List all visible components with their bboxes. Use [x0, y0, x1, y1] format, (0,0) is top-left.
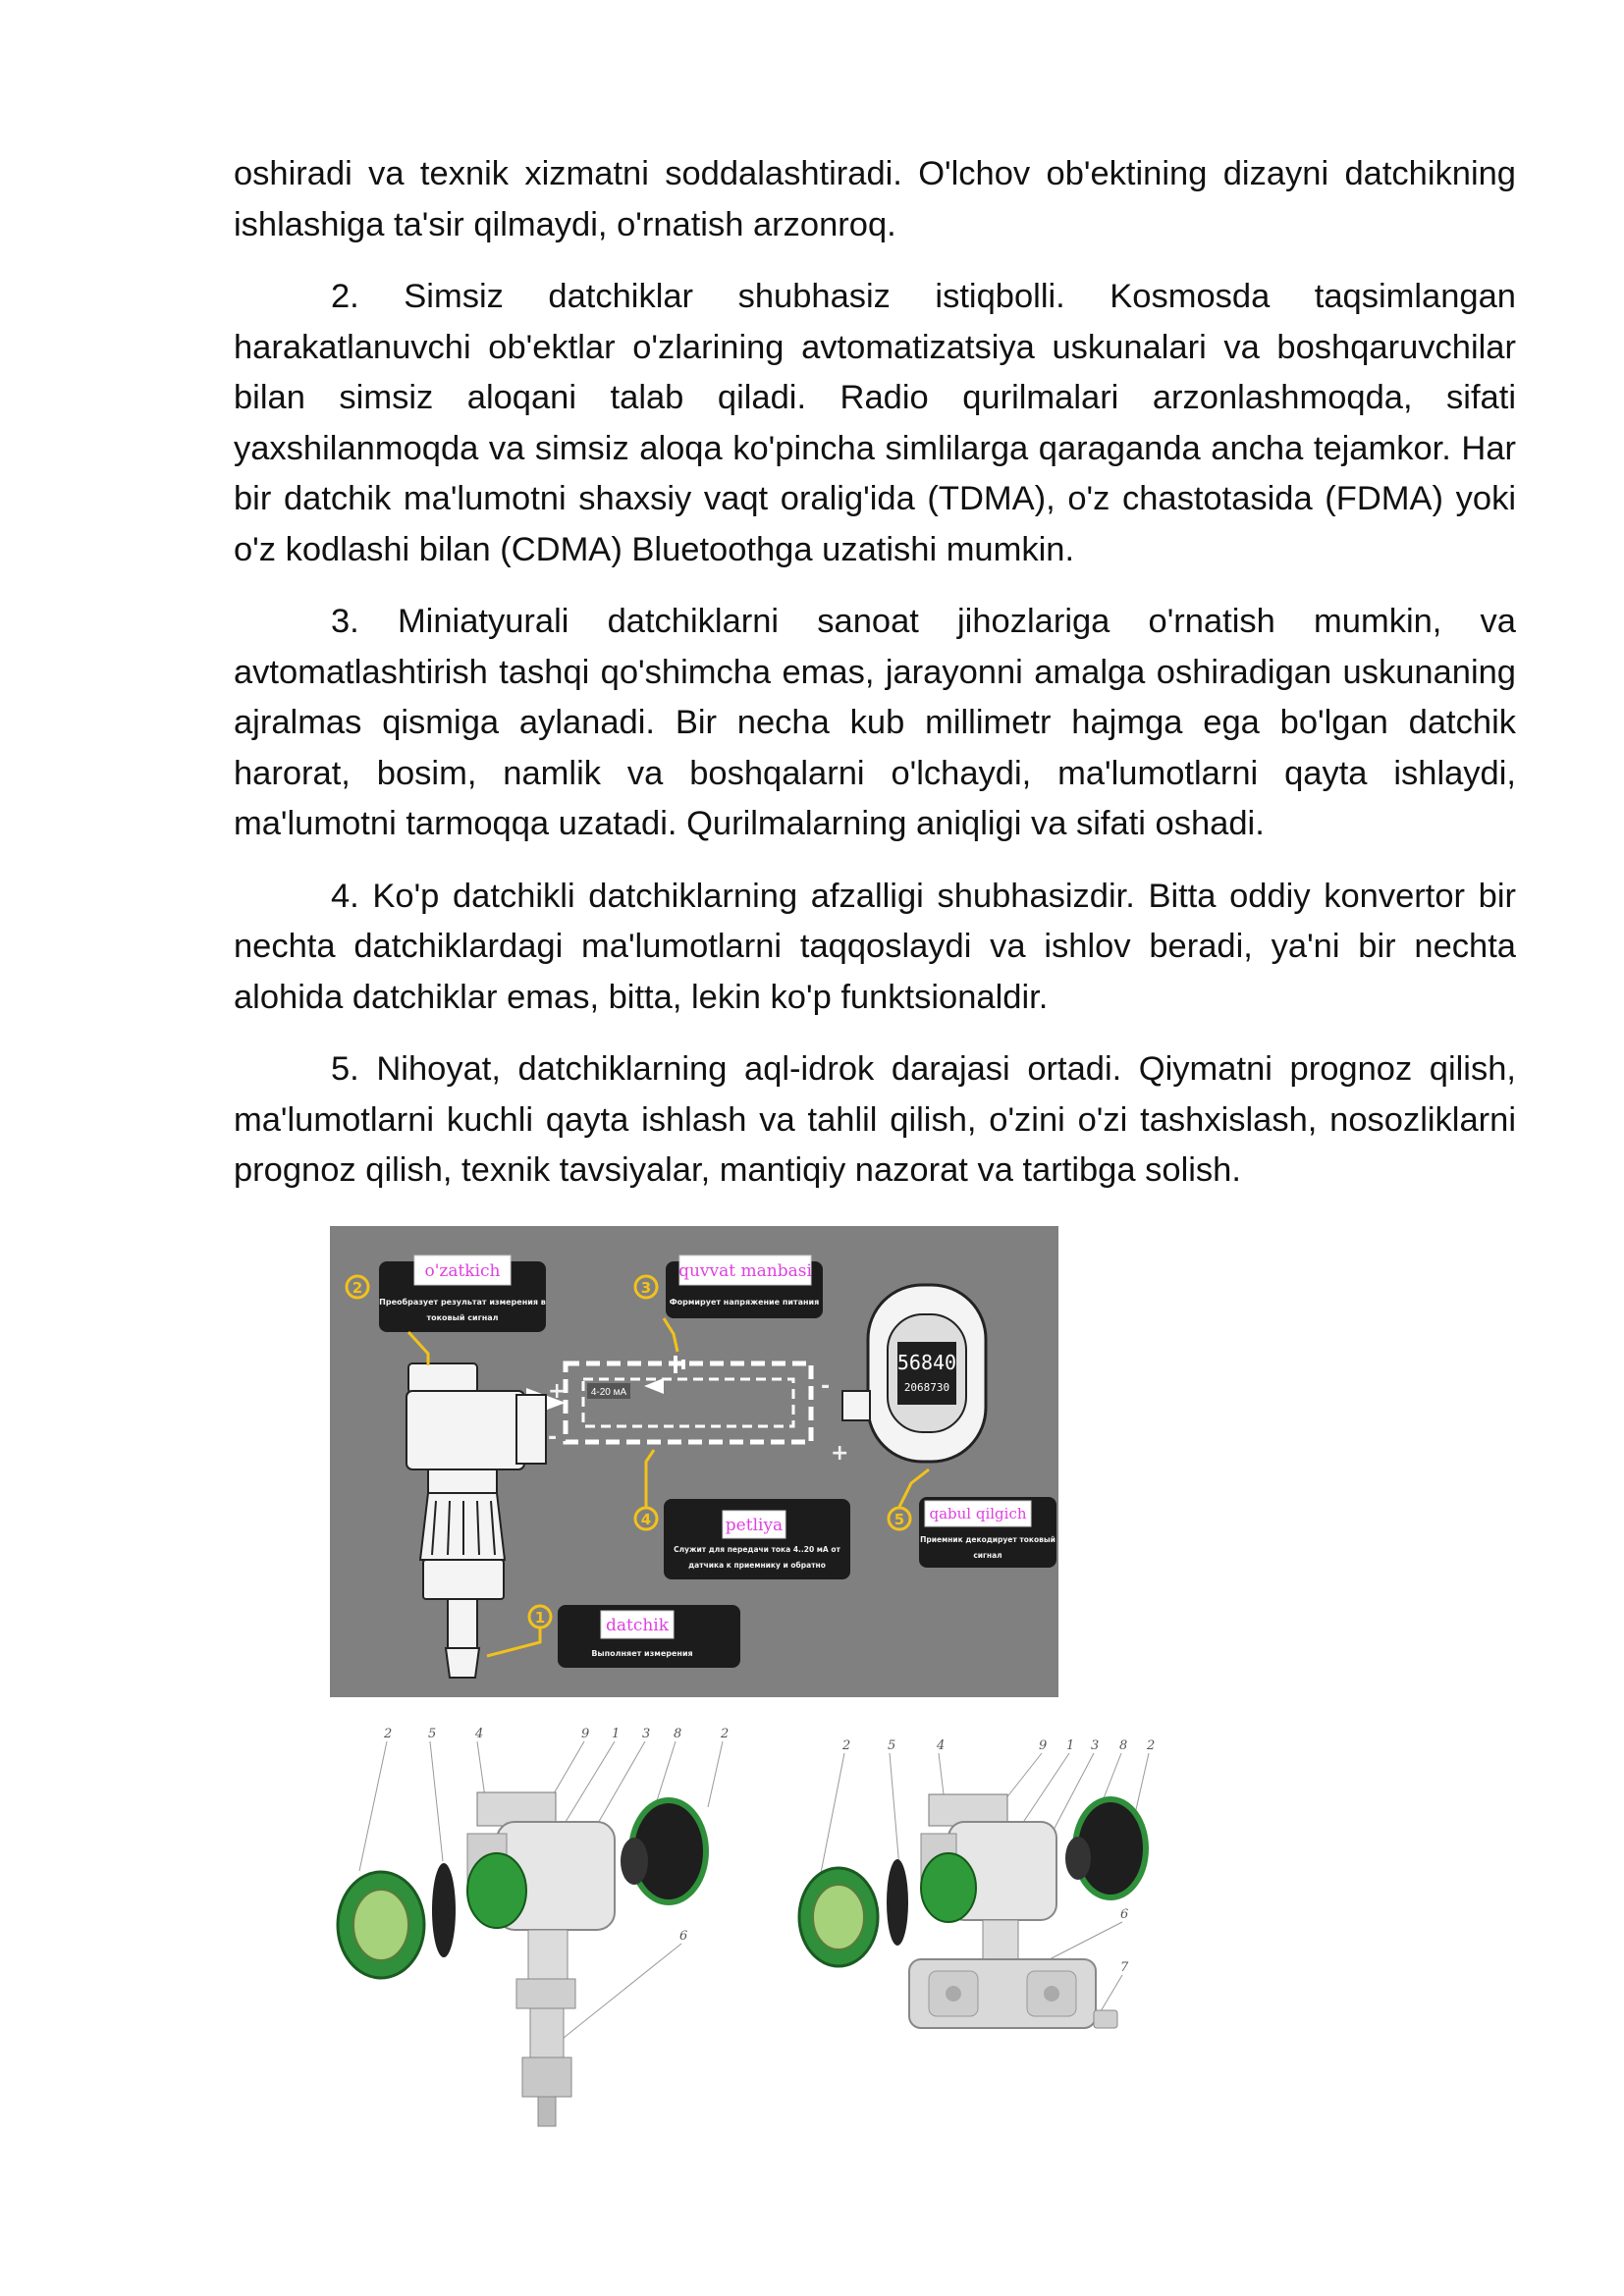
paragraph-1: oshiradi va texnik xizmatni soddalashtiradi. O'lchov ob'ektining dizayni datchikning ishlashiga ta'sir qilmaydi, o'rnatish arzonroq.	[234, 155, 1516, 243]
paragraph-3: 3. Miniatyurali datchiklarni sanoat jihozlariga o'rnatish mumkin, va avtomatlashtirish tashqi qo'shimcha emas, jarayonni amalga oshiradigan uskunaning ajralmas qismiga aylanadi. Bir necha kub millimetr hajmga ega bo'lgan datchik harorat, bosim, namlik va boshqalarni o'lchaydi, ma'lumotlarni qayta ishlaydi, ma'lumotni tarmoqqa uzatadi. Qurilmalarning aniqligi va sifati oshadi.	[234, 603, 1516, 842]
part-number: 8	[1119, 1738, 1128, 1753]
part-number: 7	[1120, 1960, 1129, 1975]
paragraph-4: 4. Ko'p datchikli datchiklarning afzalligi shubhasizdir. Bitta oddiy konvertor bir nechta datchiklardagi ma'lumotlarni taqqoslaydi va ishlov beradi, ya'ni bir nechta alohida datchiklar emas, bitta, lekin ko'p funktsionaldir.	[234, 877, 1516, 1016]
part-number: 9	[1039, 1738, 1048, 1753]
exploded-view-left	[338, 1727, 729, 2126]
callout-desc-2: датчика к приемнику и обратно	[688, 1561, 826, 1570]
plus-sign-1: +	[548, 1379, 567, 1404]
callout-label: datchik	[605, 1616, 670, 1635]
part-number: 2	[721, 1727, 730, 1741]
callout-number: 4	[640, 1511, 652, 1528]
part-number: 3	[642, 1727, 651, 1741]
part-number: 6	[679, 1929, 688, 1944]
callout-desc: Формирует напряжение питания	[669, 1298, 820, 1307]
transmitter-exploded-views	[320, 1714, 1243, 2136]
part-number: 1	[1066, 1738, 1075, 1753]
callout-desc: Служит для передачи тока 4..20 мА от	[674, 1545, 840, 1554]
callout-number: 3	[640, 1279, 652, 1297]
part-number: 2	[384, 1727, 393, 1741]
minus-sign-2: -	[821, 1374, 831, 1399]
callout-number: 5	[893, 1511, 905, 1528]
display-line-2: 2068730	[903, 1381, 950, 1394]
callout-label: qabul qilgich	[929, 1505, 1027, 1522]
part-number: 5	[888, 1738, 896, 1753]
callout-number: 1	[534, 1609, 546, 1627]
part-number: 1	[612, 1727, 621, 1741]
exploded-view-right	[799, 1738, 1155, 2028]
part-number: 4	[475, 1727, 484, 1741]
loop-label: 4-20 мА	[590, 1387, 627, 1398]
part-number: 4	[937, 1738, 946, 1753]
part-number: 6	[1120, 1907, 1129, 1922]
callout-label: petliya	[725, 1516, 784, 1535]
callout-desc: Выполняет измерения	[591, 1649, 693, 1658]
part-number: 8	[674, 1727, 682, 1741]
loop-outer	[566, 1363, 811, 1442]
body-text	[234, 149, 1516, 1218]
callout-loop	[635, 1450, 850, 1579]
callout-desc: Приемник декодирует токовый	[920, 1535, 1056, 1544]
callout-desc: Преобразует результат измерения в	[379, 1298, 546, 1307]
part-number: 2	[842, 1738, 851, 1753]
callout-receiver	[889, 1469, 1056, 1568]
plus-sign-2: +	[831, 1441, 849, 1466]
part-number: 2	[1147, 1738, 1156, 1753]
callout-label: quvvat manbasi	[678, 1261, 812, 1281]
transmitter-drawing	[406, 1363, 546, 1678]
callout-power-source	[635, 1255, 823, 1352]
paragraph-5: 5. Nihoyat, datchiklarning aql-idrok darajasi ortadi. Qiymatni prognoz qilish, ma'lumotlarni kuchli qayta ishlash va tahlil qilish, o'zini o'zi tashxislash, nosozliklarni prognoz qilish, texnik tavsiyalar, mantiqiy nazorat va tartibga solish.	[234, 1050, 1516, 1189]
part-number: 5	[428, 1727, 437, 1741]
minus-sign-1: -	[548, 1425, 558, 1450]
callout-label: o'zatkich	[424, 1261, 501, 1281]
callout-sensor	[487, 1605, 740, 1668]
display-line-1: 56840	[896, 1351, 957, 1374]
callout-desc-2: токовый сигнал	[426, 1313, 499, 1322]
current-loop-diagram	[330, 1226, 1058, 1697]
callout-transmitter	[347, 1255, 546, 1365]
callout-number: 2	[352, 1279, 363, 1297]
receiver-display	[842, 1285, 986, 1462]
callout-desc-2: сигнал	[973, 1551, 1002, 1560]
part-number: 9	[581, 1727, 590, 1741]
paragraph-2: 2. Simsiz datchiklar shubhasiz istiqbolli. Kosmosda taqsimlangan harakatlanuvchi ob'ektlar o'zlarining avtomatizatsiya uskunalari va boshqaruvchilar bilan simsiz aloqani talab qiladi. Radio qurilmalari arzonlashmoqda, sifati yaxshilanmoqda va simsiz aloqa ko'pincha simlilarga qaraganda ancha tejamkor. Har bir datchik ma'lumotni shaxsiy vaqt oralig'ida (TDMA), o'z chastotasida (FDMA) yoki o'z kodlashi bilan (CDMA) Bluetoothga uzatishi mumkin.	[234, 278, 1516, 568]
part-number: 3	[1091, 1738, 1100, 1753]
